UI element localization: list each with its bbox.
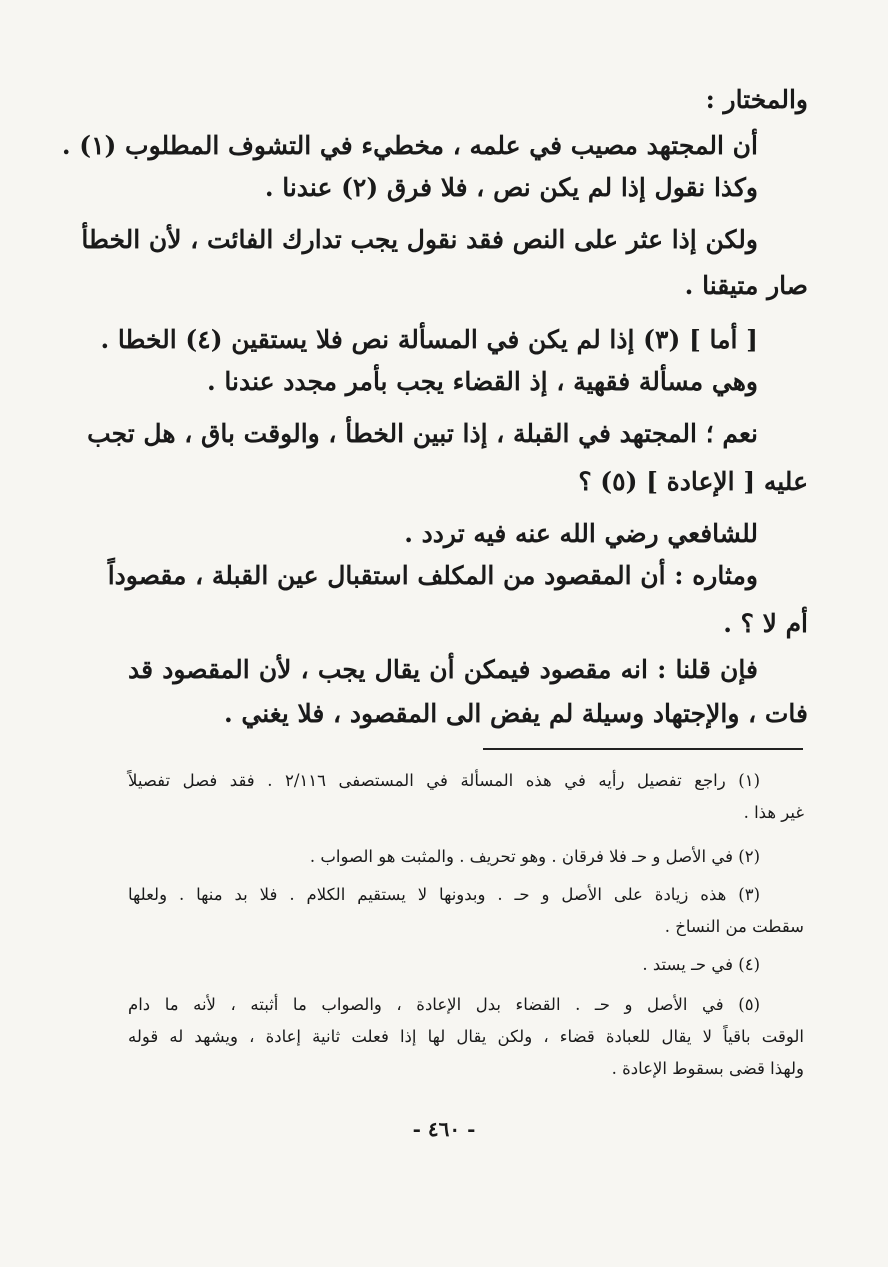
footnote-line: (١) راجع تفصيل رأيه في هذه المسألة في المستصفى ٢/١١٦ . فقد فصل تفصيلاً xyxy=(128,771,760,790)
body-line: صار متيقنا . xyxy=(684,271,808,300)
body-line: نعم ؛ المجتهد في القبلة ، إذا تبين الخطأ ، والوقت باق ، هل تجب xyxy=(87,419,758,448)
body-line: أن المجتهد مصيب في علمه ، مخطيء في التشوف المطلوب (١) . xyxy=(61,131,758,160)
body-line: أم لا ؟ . xyxy=(723,609,808,638)
footnote-line: (٢) في الأصل و حـ فلا فرقان . وهو تحريف . والمثبت هو الصواب . xyxy=(309,847,760,866)
footnote-line: الوقت باقياً لا يقال للعبادة قضاء ، ولكن يقال لها إذا فعلت ثانية إعادة ، ويشهد له قوله xyxy=(128,1027,804,1046)
footnote-line: غير هذا . xyxy=(743,803,804,822)
body-line: وكذا نقول إذا لم يكن نص ، فلا فرق (٢) عندنا . xyxy=(264,173,758,202)
footnote-divider xyxy=(483,748,803,750)
footnote-line: (٤) في حـ يستد . xyxy=(642,955,760,974)
footnote-line: ولهذا قضى بسقوط الإعادة . xyxy=(611,1059,804,1078)
body-line: للشافعي رضي الله عنه فيه تردد . xyxy=(404,519,758,548)
page-number: - ٤٦٠ - xyxy=(412,1117,476,1141)
footnote-line: سقطت من النساخ . xyxy=(664,917,804,936)
footnote-line: (٣) هذه زيادة على الأصل و حـ . وبدونها لا يستقيم الكلام . فلا بد منها . ولعلها xyxy=(128,885,760,904)
body-line: ولكن إذا عثر على النص فقد نقول يجب تدارك الفائت ، لأن الخطأ xyxy=(81,225,758,254)
body-line: ومثاره : أن المقصود من المكلف استقبال عين القبلة ، مقصوداً xyxy=(107,561,758,590)
footnote-line: (٥) في الأصل و حـ . القضاء بدل الإعادة ، والصواب ما أثبته ، لأنه ما دام xyxy=(128,995,760,1014)
body-line: وهي مسألة فقهية ، إذ القضاء يجب بأمر مجدد عندنا . xyxy=(207,367,758,396)
body-line: فإن قلنا : انه مقصود فيمكن أن يقال يجب ، لأن المقصود قد xyxy=(128,655,758,684)
body-line: فات ، والإجتهاد وسيلة لم يفض الى المقصود ، فلا يغني . xyxy=(223,699,808,728)
body-line: عليه [ الإعادة ] (٥) ؟ xyxy=(578,467,808,496)
body-line: [ أما ] (٣) إذا لم يكن في المسألة نص فلا يستقين (٤) الخطا . xyxy=(100,325,758,354)
section-heading: والمختار : xyxy=(705,85,808,114)
